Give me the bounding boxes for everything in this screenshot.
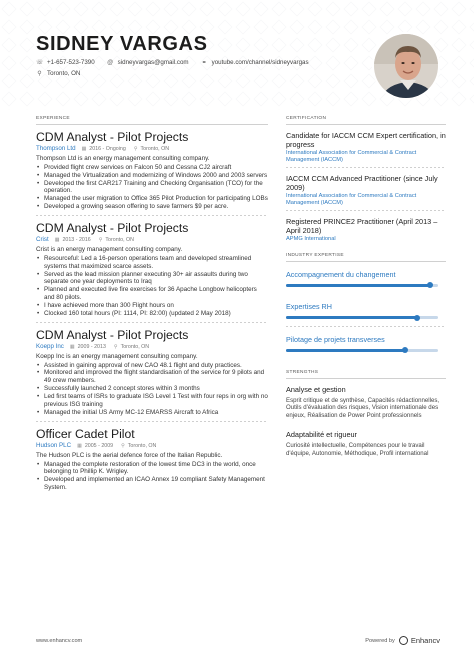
- expertise-level-fill: [286, 284, 430, 287]
- calendar-icon: ▦: [77, 442, 82, 449]
- expertise-level-bar: [286, 284, 438, 287]
- calendar-icon: ▦: [54, 236, 60, 243]
- bullet-item: • Led first teams of ISRs to graduate ISG Level 1 Test with four reps in org with no previous ISG training: [36, 393, 268, 409]
- section-divider: [36, 124, 268, 125]
- expertise-divider: [286, 326, 446, 327]
- experience-list: [36, 130, 268, 492]
- phone-text: +1-657-523-7390: [47, 59, 95, 67]
- calendar-icon: ▦: [69, 343, 75, 350]
- strength-title: Adaptabilité et rigueur: [286, 430, 357, 440]
- job-location: [114, 344, 149, 350]
- expertise-level-knob: [414, 315, 420, 321]
- bullet-item: • Managed the complete restoration of the lowest time DC3 in the world, once belonging to Phillip K. Wrigley.: [36, 461, 268, 477]
- expertise-section-title: INDUSTRY EXPERTISE: [286, 253, 344, 259]
- job-dates-text: 2009 - 2013: [77, 343, 106, 350]
- strength-item: [286, 385, 446, 425]
- expertise-level-bar: [286, 316, 438, 319]
- footer-site-link[interactable]: www.enhancv.com: [36, 637, 83, 644]
- job-bullets: [36, 164, 268, 211]
- section-divider: [286, 261, 446, 262]
- bullet-item: • Managed the Virtualization and modernizing of Windows 2000 and 2003 servers: [36, 172, 268, 180]
- calendar-icon: ▦: [81, 145, 87, 152]
- link-icon: ⚭: [201, 60, 207, 66]
- job-meta: [36, 442, 268, 450]
- bullet-item: • Developed the first CAR217 Training and Checking Organisation (TCO) for the operation.: [36, 180, 268, 196]
- bullet-item: • Provided flight crew services on Falcon 50 and Cessna CJ2 aircraft: [36, 164, 268, 172]
- right-column: [286, 116, 446, 458]
- job-meta: [36, 145, 268, 153]
- location-text: Toronto, ON: [47, 70, 81, 78]
- email-text: sidneyvargas@gmail.com: [117, 59, 189, 67]
- certification-org: International Association for Commercial & Contract Management (IACCM): [286, 193, 417, 207]
- job-divider: [36, 421, 268, 422]
- strength-description: Curiosité intellectuelle, Compétences pour le travail d'équipe, Autonomie, Méthodique, Profil international: [286, 442, 429, 458]
- job-description: The Hudson PLC is the aerial defence force of the Italian Republic.: [36, 451, 223, 459]
- bullet-item: • Resourceful: Led a 16-person operations team and developed streamlined systems that maximized scarce assets.: [36, 255, 268, 271]
- location-pin-icon: ⚲: [133, 145, 138, 152]
- job-bullets: [36, 255, 268, 318]
- left-column: [36, 116, 268, 492]
- section-divider: [286, 124, 446, 125]
- job-title: CDM Analyst - Pilot Projects: [36, 327, 189, 342]
- expertise-level-knob: [427, 282, 433, 288]
- email-contact[interactable]: [107, 60, 189, 67]
- strengths-section-title: STRENGTHS: [286, 369, 319, 375]
- location-pin-icon: ⚲: [121, 442, 125, 449]
- job-dates-text: 2013 - 2016: [62, 236, 91, 243]
- job-location-text: Toronto, ON: [127, 442, 157, 449]
- candidate-name: SIDNEY VARGAS: [36, 33, 208, 55]
- job-dates-text: 2005 - 2009: [84, 442, 114, 449]
- job-entry: [36, 130, 268, 216]
- bullet-item: • Assisted in gaining approval of new CAO 48.1 flight and duty practices.: [36, 362, 268, 370]
- link-text: youtube.com/channel/sidneyvargas: [211, 59, 309, 67]
- bullet-item: • Developed a growing season offering to save farmers $9 per acre.: [36, 203, 268, 211]
- strength-description: Esprit critique et de synthèse, Capacités rédactionnelles, Outils d'évaluation des risques, Vision internationale des enjeux, Réalisation de Power Point professionnels: [286, 396, 440, 420]
- company-name: Thompson Ltd: [36, 145, 76, 153]
- job-dates: [55, 237, 91, 243]
- enhancv-logo-icon: [399, 636, 408, 645]
- strengths-list: [286, 385, 446, 458]
- brand-name: Enhancv: [410, 636, 440, 645]
- strength-title: Analyse et gestion: [286, 384, 346, 394]
- job-divider: [36, 322, 268, 323]
- expertise-item: [286, 270, 446, 295]
- certification-section-title: CERTIFICATION: [286, 116, 327, 121]
- certification-item: [286, 131, 446, 168]
- job-description: Koepp Inc is an energy management consulting company.: [36, 352, 198, 360]
- company-name: Koepp Inc: [36, 343, 64, 351]
- expertise-name: Expertises RH: [286, 302, 332, 312]
- strength-divider: [286, 424, 446, 425]
- certification-title: Candidate for IACCM CCM Expert certification, in progress: [286, 130, 446, 149]
- expertise-list: [286, 270, 446, 352]
- expertise-item: [286, 335, 446, 352]
- job-meta: [36, 236, 268, 244]
- expertise-item: [286, 302, 446, 327]
- company-name: Crist: [36, 236, 49, 244]
- job-location-text: Toronto, ON: [140, 145, 170, 152]
- certification-divider: [286, 167, 446, 168]
- bullet-item: • Managed the initial US Army MC-12 EMARSS Aircraft to Africa: [36, 409, 268, 417]
- expertise-name: Accompagnement du changement: [286, 269, 396, 279]
- section-divider: [286, 378, 446, 379]
- bullet-item: • I have achieved more than 300 Flight hours on: [36, 302, 268, 310]
- certification-org: APMG International: [286, 236, 336, 243]
- footer: [36, 636, 440, 645]
- location-pin-icon: ⚲: [37, 71, 42, 77]
- location-pin-icon: ⚲: [98, 236, 103, 243]
- at-icon: @: [107, 60, 114, 66]
- bullet-item: • Served as the lead mission planner executing 30+ air assaults during two separate one year deployments to Iraq: [36, 271, 268, 287]
- powered-by-label: Powered by: [365, 637, 395, 644]
- certification-title: IACCM CCM Advanced Practitioner (since July 2009): [286, 173, 438, 192]
- certification-divider: [286, 210, 446, 211]
- job-dates: [77, 443, 113, 449]
- link-contact[interactable]: [201, 60, 309, 67]
- job-title: CDM Analyst - Pilot Projects: [36, 220, 189, 235]
- location-pin-icon: ⚲: [113, 343, 118, 350]
- job-location: [121, 443, 156, 449]
- phone-contact: [36, 60, 95, 67]
- bullet-item: • Successfully launched 2 concept stores within 3 months: [36, 385, 268, 393]
- job-location-text: Toronto, ON: [105, 236, 134, 243]
- job-title: CDM Analyst - Pilot Projects: [36, 129, 189, 144]
- job-entry: [36, 427, 268, 493]
- job-entry: [36, 328, 268, 422]
- powered-by: [365, 636, 440, 645]
- job-title: Officer Cadet Pilot: [36, 426, 135, 441]
- expertise-name: Pilotage de projets transverses: [286, 334, 385, 344]
- bullet-item: • Clocked 160 total hours (PI: 1114, PI: 82:00) (updated 2 May 2018): [36, 310, 268, 318]
- contact-info: [36, 58, 321, 80]
- job-bullets: [36, 461, 268, 493]
- bullet-item: • Monitored and improved the flight standardisation of the service for 9 pilots and 49 crew members.: [36, 369, 268, 385]
- expertise-level-bar: [286, 349, 438, 352]
- job-dates: [70, 344, 106, 350]
- expertise-level-fill: [286, 349, 405, 352]
- experience-section-title: EXPERIENCE: [36, 116, 70, 121]
- certification-title: Registered PRINCE2 Practitioner (April 2013 – April 2018): [286, 216, 438, 235]
- expertise-level-fill: [286, 316, 417, 319]
- bullet-item: • Planned and executed live fire exercises for 36 Apache Longbow helicopters and 80 pilots.: [36, 286, 268, 302]
- expertise-divider: [286, 294, 446, 295]
- location-contact: [36, 71, 80, 78]
- phone-icon: ☏: [36, 60, 44, 66]
- profile-photo: [372, 32, 440, 100]
- certification-item: [286, 217, 446, 243]
- brand-link[interactable]: [399, 636, 440, 645]
- certification-list: [286, 131, 446, 243]
- certification-org: International Association for Commercial & Contract Management (IACCM): [286, 150, 417, 164]
- strength-item: [286, 430, 446, 457]
- job-dates: [82, 146, 126, 152]
- job-location: [134, 146, 169, 152]
- job-description: Thompson Ltd is an energy management consulting company.: [36, 154, 210, 162]
- job-location-text: Toronto, ON: [120, 343, 150, 350]
- job-meta: [36, 343, 268, 351]
- bullet-item: • Developed and implemented an ICAO Annex 19 compliant Safety Management System.: [36, 476, 268, 492]
- certification-item: [286, 174, 446, 211]
- job-divider: [36, 215, 268, 216]
- job-location: [99, 237, 134, 243]
- job-entry: [36, 221, 268, 323]
- job-dates-text: 2016 - Ongoing: [89, 145, 126, 152]
- bullet-item: • Managed the user migration to Office 365 Pilot Production for participating LOBs: [36, 195, 268, 203]
- job-bullets: [36, 362, 268, 417]
- job-description: Crist is an energy management consulting company.: [36, 245, 183, 253]
- company-name: Hudson PLC: [36, 442, 72, 449]
